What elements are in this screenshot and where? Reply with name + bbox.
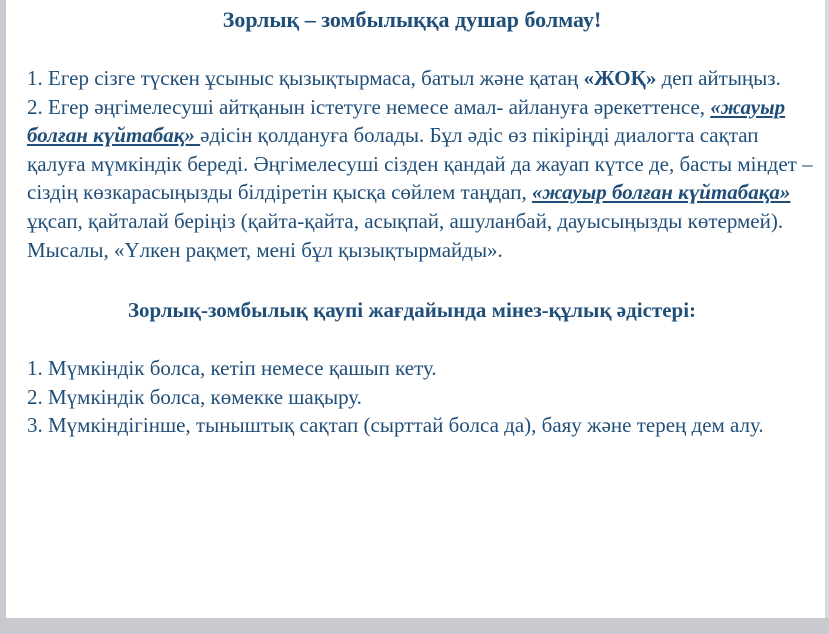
bottom-border (0, 618, 829, 634)
right-border (825, 0, 829, 634)
paragraph-1-suffix: деп айтыңыз. (656, 66, 781, 90)
paragraph-2 (27, 93, 817, 265)
paragraph-2-middle: әдісін қолдануға болады. Бұл әдіс өз пікіріңді диалогта сақтап қалуға мүмкіндік береді. Әңгімелесуші сізден қандай да жауап күтсе де, басты міндет –сіздің көзкарасыңызды білдіретін қысқа сөйлем таңдап, (27, 123, 813, 205)
section-subtitle: Зорлық-зомбылық қаупі жағдайында мінез-құлық әдістері: (127, 298, 697, 323)
list-item: 3. Мүмкіндігінше, тыныштық сақтап (сырттай болса да), баяу және терең дем алу. (27, 413, 764, 438)
list-item: 2. Мүмкіндік болса, көмекке шақыру. (27, 384, 362, 409)
broken-record-link-2[interactable]: «жауыр болған күйтабақа» (531, 180, 791, 205)
paragraph-2-text: 2. Егер әңгімелесуші айтқанын істетуге немесе амал- айлануға әрекеттенсе, (27, 94, 711, 119)
spacer (27, 34, 817, 64)
paragraph-1 (27, 64, 817, 93)
list-item: 1. Мүмкіндік болса, кетіп немесе қашып кету. (27, 356, 437, 381)
spacer (27, 324, 817, 354)
paragraph-1-text: 1. Егер сізге түскен ұсыныс қызықтырмаса, батыл және қатаң (27, 66, 584, 90)
page-title: Зорлық – зомбылыққа душар болмау! (222, 7, 602, 32)
document-content (27, 6, 817, 440)
no-emphasis: «ЖОҚ» (583, 66, 657, 90)
paragraph-2-end: ұқсап, қайталай беріңіз (қайта-қайта, асықпай, ашуланбай, дауысыңызды көтермей). Мысалы, «Үлкен рақмет, мені бұл қызықтырмайды». (27, 208, 784, 262)
left-border (0, 0, 6, 620)
broken-record-link[interactable]: «жауыр болған күйтабақ» (27, 94, 786, 148)
spacer (27, 264, 817, 296)
